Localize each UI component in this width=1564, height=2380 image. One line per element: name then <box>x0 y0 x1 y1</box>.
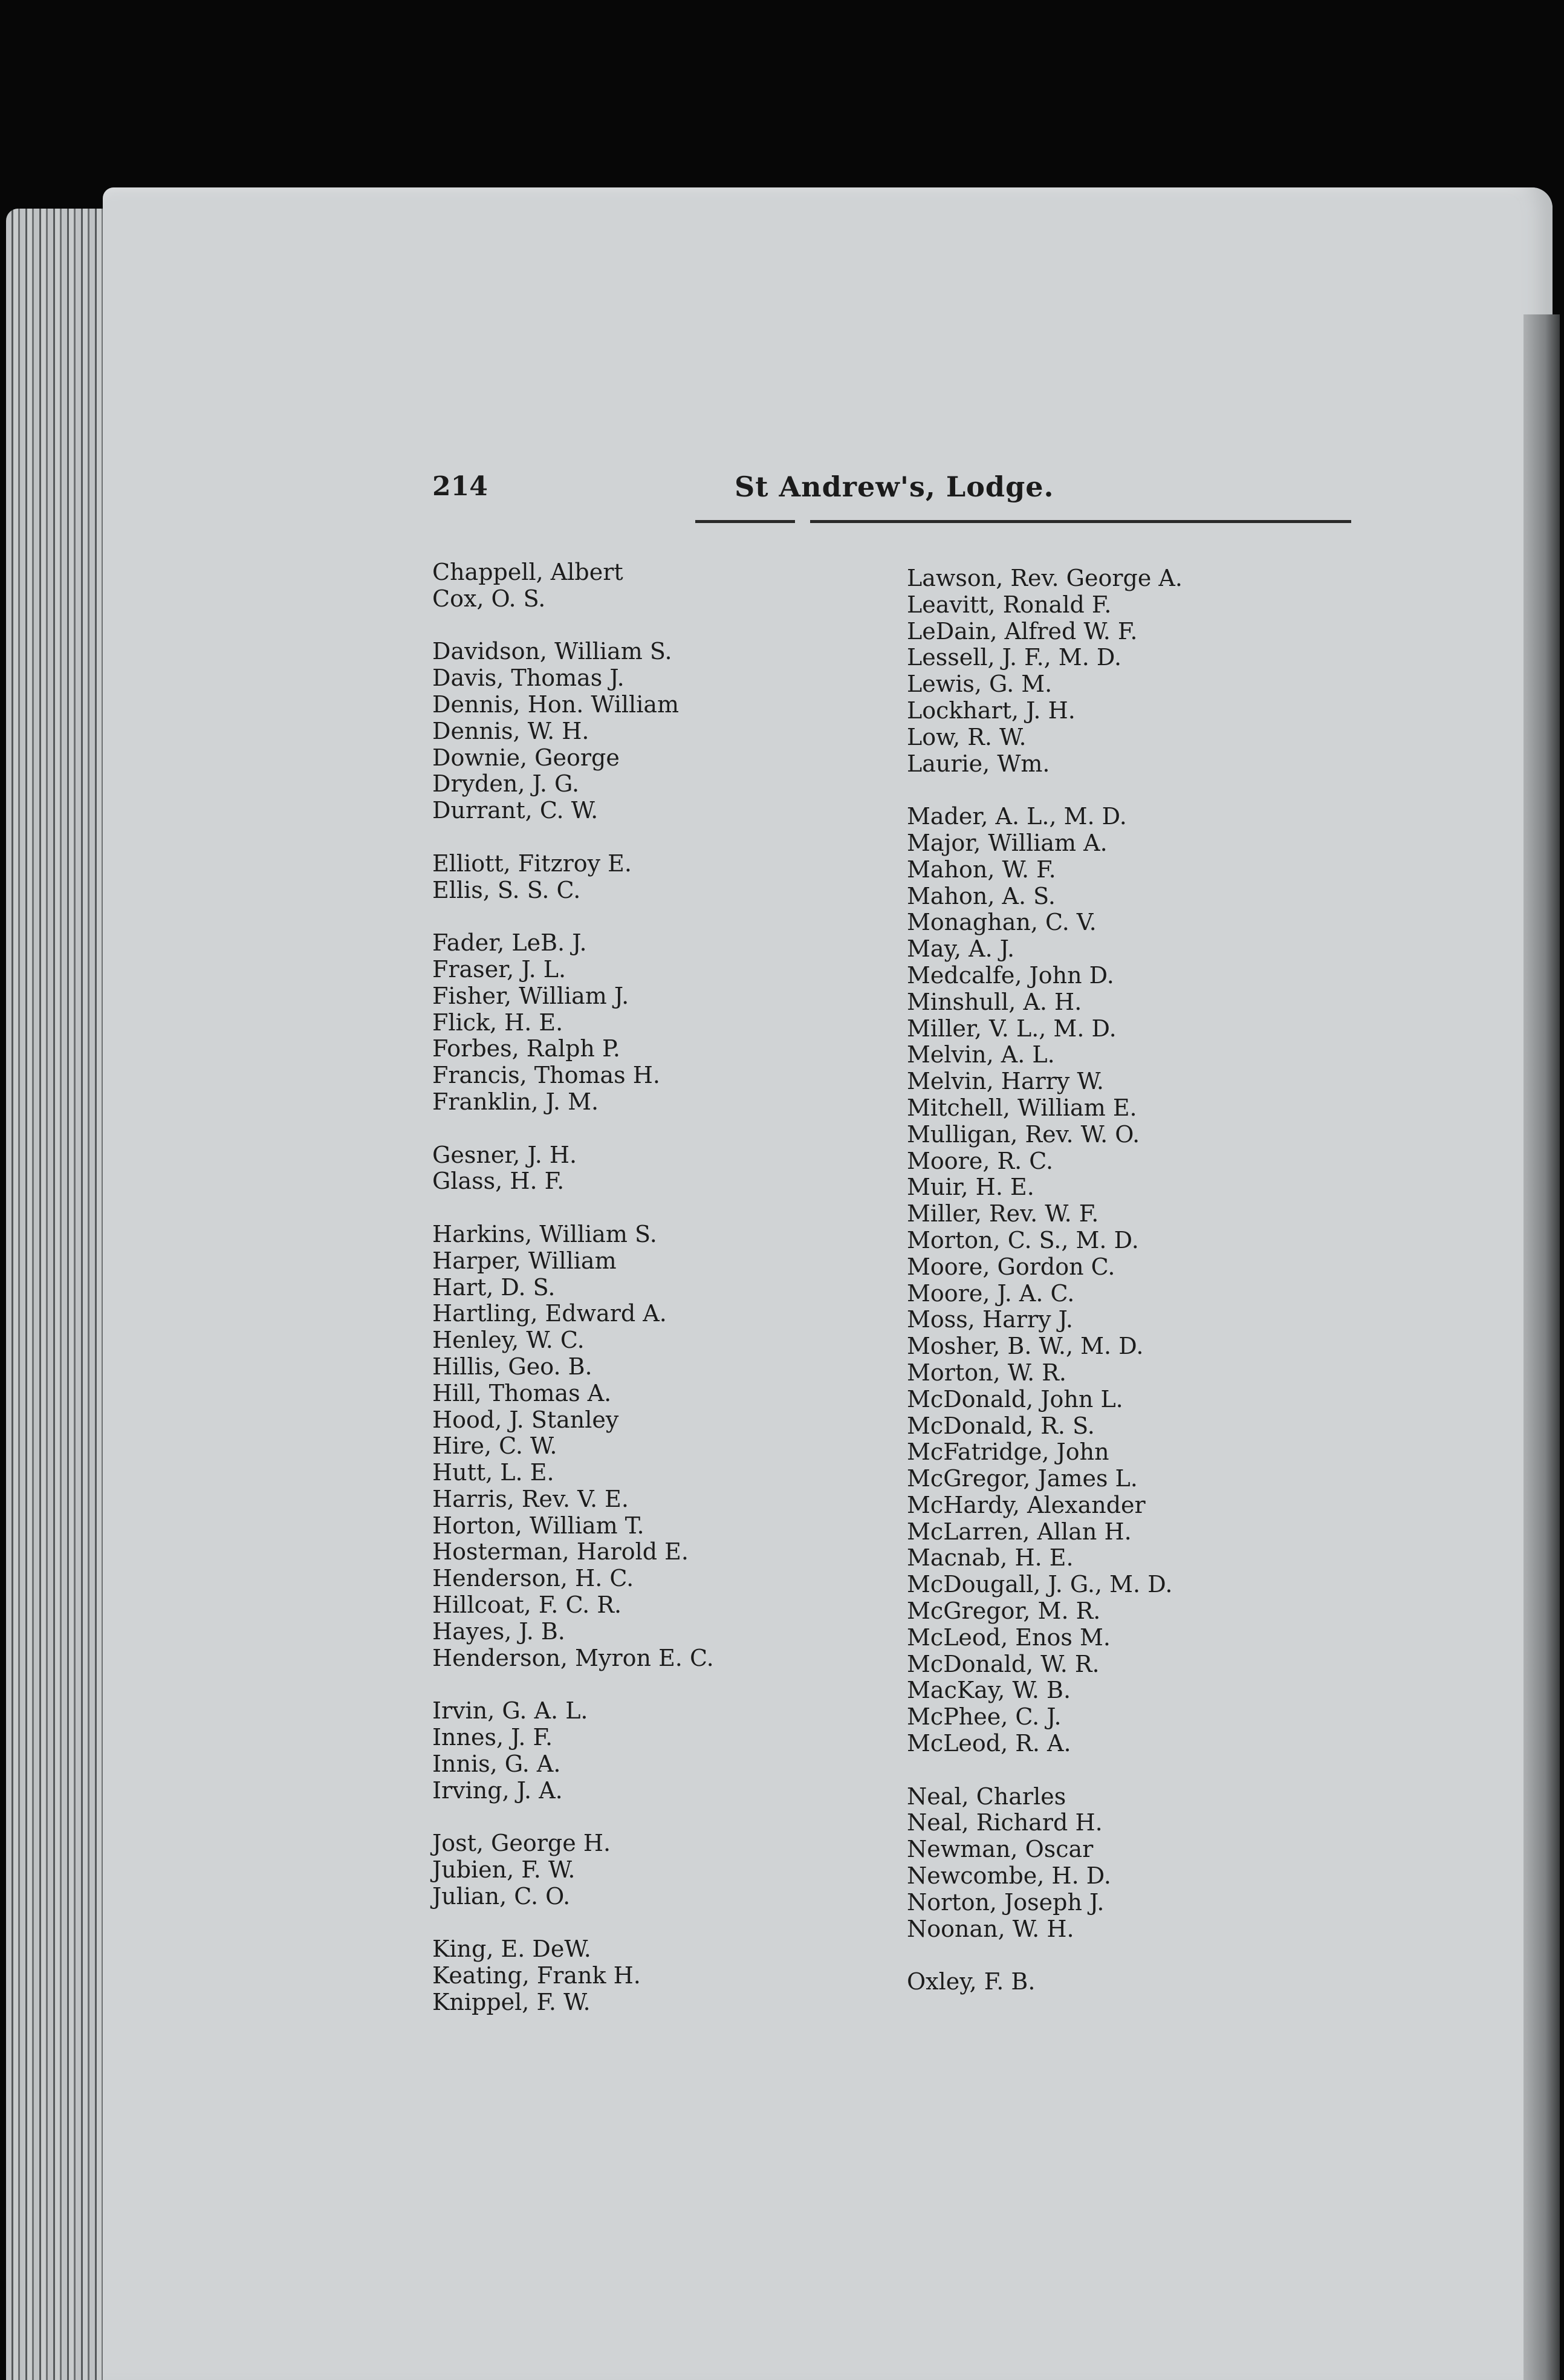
member-name: Fader, LeB. J. <box>432 929 587 957</box>
member-name: Jost, George H. <box>432 1830 611 1857</box>
member-name: Julian, C. O. <box>432 1882 571 1910</box>
running-head: St Andrew's, Lodge. <box>735 470 1054 503</box>
member-name: Gesner, J. H. <box>432 1141 577 1168</box>
member-name: Norton, Joseph J. <box>907 1888 1105 1916</box>
member-name: Hart, D. S. <box>432 1273 556 1301</box>
member-name: Forbes, Ralph P. <box>432 1035 620 1062</box>
member-name: Flick, H. E. <box>432 1009 563 1036</box>
member-name: Melvin, A. L. <box>907 1041 1055 1068</box>
member-name: McDonald, R. S. <box>907 1412 1095 1439</box>
member-name: McPhee, C. J. <box>907 1703 1062 1731</box>
member-name: Mader, A. L., M. D. <box>907 803 1127 830</box>
member-name: Dennis, W. H. <box>432 717 589 744</box>
member-name: Innis, G. A. <box>432 1750 561 1777</box>
member-name: Hartling, Edward A. <box>432 1300 667 1327</box>
member-list-right-column <box>907 565 1183 1995</box>
member-name: Cox, O. S. <box>432 585 546 612</box>
member-name: Francis, Thomas H. <box>432 1062 660 1089</box>
member-name: Hosterman, Harold E. <box>432 1538 689 1566</box>
member-name: Fisher, William J. <box>432 982 629 1009</box>
member-name: Harris, Rev. V. E. <box>432 1485 629 1512</box>
member-name: Franklin, J. M. <box>432 1088 599 1115</box>
member-name: Fraser, J. L. <box>432 955 566 983</box>
member-name: Newman, Oscar <box>907 1836 1094 1863</box>
member-name: Noonan, W. H. <box>907 1915 1074 1942</box>
member-name: Moore, R. C. <box>907 1147 1054 1174</box>
member-name: Irvin, G. A. L. <box>432 1697 588 1725</box>
member-name: Hillis, Geo. B. <box>432 1353 592 1380</box>
member-name: Lessell, J. F., M. D. <box>907 644 1122 671</box>
member-name: Harkins, William S. <box>432 1220 657 1247</box>
member-name: McGregor, M. R. <box>907 1598 1101 1625</box>
member-name: May, A. J. <box>907 935 1015 963</box>
member-name: Innes, J. F. <box>432 1724 553 1751</box>
member-name: McFatridge, John <box>907 1439 1109 1466</box>
member-name: Moore, Gordon C. <box>907 1253 1115 1280</box>
member-name: Neal, Richard H. <box>907 1809 1103 1836</box>
header-rule-right <box>810 520 1351 523</box>
member-name: McLarren, Allan H. <box>907 1518 1132 1545</box>
member-name: McLeod, Enos M. <box>907 1624 1111 1651</box>
member-name: Chappell, Albert <box>432 559 623 585</box>
member-name: MacKay, W. B. <box>907 1677 1071 1704</box>
page-header <box>432 469 1351 517</box>
member-name: Newcombe, H. D. <box>907 1862 1111 1890</box>
member-name: McHardy, Alexander <box>907 1491 1146 1518</box>
member-name: Laurie, Wm. <box>907 750 1050 777</box>
member-name: Henderson, Myron E. C. <box>432 1644 714 1671</box>
book-spine-shadow <box>1523 314 1560 2380</box>
member-name: Hayes, J. B. <box>432 1618 565 1645</box>
member-name: King, E. DeW. <box>432 1936 591 1963</box>
member-name: Morton, W. R. <box>907 1359 1066 1386</box>
member-name: Oxley, F. B. <box>907 1968 1036 1995</box>
member-name: Dennis, Hon. William <box>432 691 680 718</box>
member-name: Hutt, L. E. <box>432 1459 554 1486</box>
member-name: McDonald, W. R. <box>907 1650 1100 1677</box>
member-name: Low, R. W. <box>907 723 1027 750</box>
member-name: Davidson, William S. <box>432 638 672 665</box>
member-list-left-column <box>432 559 714 2016</box>
member-name: Henderson, H. C. <box>432 1565 634 1592</box>
member-name: Minshull, A. H. <box>907 988 1082 1015</box>
member-name: Leavitt, Ronald F. <box>907 591 1112 618</box>
member-name: Moore, J. A. C. <box>907 1279 1075 1307</box>
page-number: 214 <box>432 471 488 502</box>
member-name: Knippel, F. W. <box>432 1989 591 2016</box>
member-name: Monaghan, C. V. <box>907 909 1097 936</box>
member-name: Horton, William T. <box>432 1512 644 1539</box>
member-name: McDonald, John L. <box>907 1385 1123 1413</box>
member-name: Durrant, C. W. <box>432 797 599 824</box>
member-name: Keating, Frank H. <box>432 1962 641 1989</box>
member-name: Moss, Harry J. <box>907 1306 1073 1333</box>
member-name: Mitchell, William E. <box>907 1094 1137 1121</box>
member-name: Glass, H. F. <box>432 1168 565 1195</box>
member-name: Medcalfe, John D. <box>907 961 1114 989</box>
member-name: Neal, Charles <box>907 1783 1066 1810</box>
member-name: Miller, V. L., M. D. <box>907 1015 1117 1042</box>
member-name: Lockhart, J. H. <box>907 697 1076 724</box>
member-name: Harper, William <box>432 1247 617 1274</box>
member-name: Hillcoat, F. C. R. <box>432 1592 622 1619</box>
member-name: Morton, C. S., M. D. <box>907 1226 1139 1253</box>
member-name: Mulligan, Rev. W. O. <box>907 1120 1140 1148</box>
header-rule-left <box>695 520 795 523</box>
page-edges <box>6 209 115 2380</box>
member-name: Dryden, J. G. <box>432 770 580 798</box>
member-name: Mahon, A. S. <box>907 882 1056 909</box>
member-name: McGregor, James L. <box>907 1465 1138 1492</box>
member-name: Hire, C. W. <box>432 1432 557 1460</box>
member-name: Lawson, Rev. George A. <box>907 565 1183 591</box>
member-name: Hood, J. Stanley <box>432 1406 619 1433</box>
member-name: Elliott, Fitzroy E. <box>432 850 632 877</box>
member-name: Mosher, B. W., M. D. <box>907 1333 1144 1360</box>
member-name: McLeod, R. A. <box>907 1730 1071 1757</box>
member-name: Henley, W. C. <box>432 1327 585 1354</box>
member-name: Hill, Thomas A. <box>432 1379 612 1406</box>
member-name: Miller, Rev. W. F. <box>907 1200 1099 1227</box>
member-name: Melvin, Harry W. <box>907 1068 1104 1095</box>
member-name: Mahon, W. F. <box>907 856 1056 883</box>
member-name: Downie, George <box>432 744 620 771</box>
member-name: Irving, J. A. <box>432 1777 563 1804</box>
member-name: Lewis, G. M. <box>907 671 1053 698</box>
member-name: Ellis, S. S. C. <box>432 876 581 903</box>
member-name: Major, William A. <box>907 829 1108 856</box>
member-name: Jubien, F. W. <box>432 1856 576 1884</box>
member-name: Davis, Thomas J. <box>432 665 625 692</box>
member-name: Muir, H. E. <box>907 1174 1034 1201</box>
member-name: Macnab, H. E. <box>907 1544 1074 1572</box>
member-name: LeDain, Alfred W. F. <box>907 617 1138 645</box>
member-name: McDougall, J. G., M. D. <box>907 1571 1173 1598</box>
